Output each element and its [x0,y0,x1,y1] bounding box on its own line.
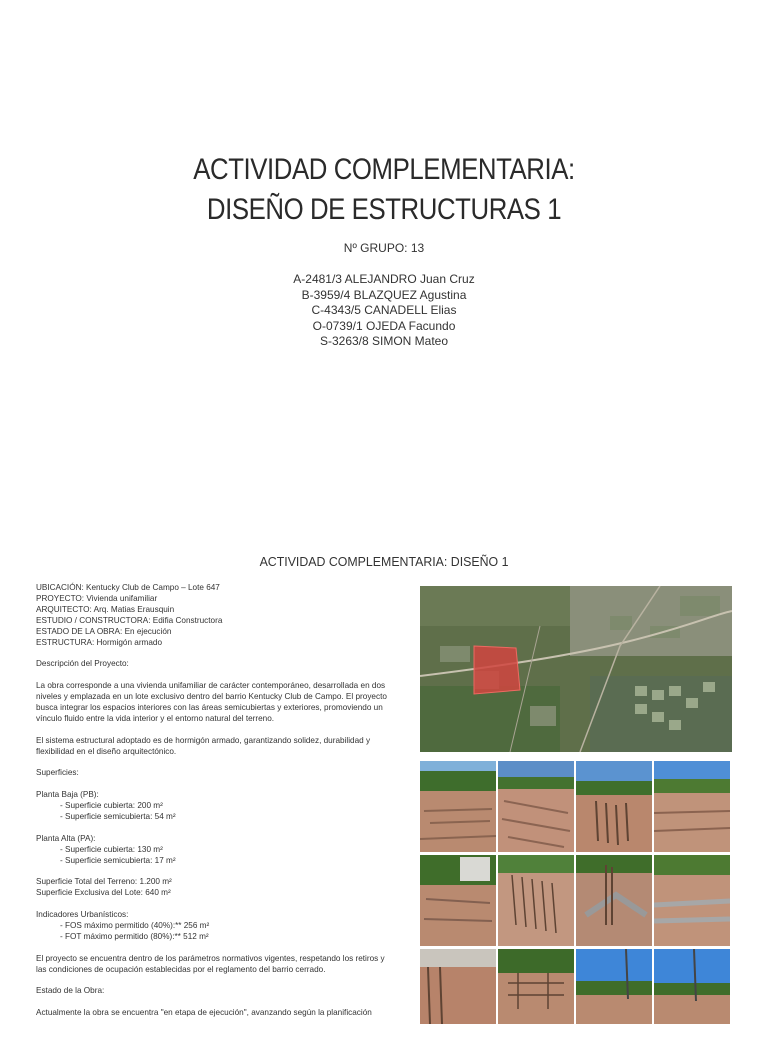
member-item: O-0739/1 OJEDA Facundo [312,318,456,333]
normativa-line: El proyecto se encuentra dentro de los parámetros normativos vigentes, respetando los retiros y [36,953,385,963]
photo-graphic [654,855,730,946]
member-item: S-3263/8 SIMON Mateo [319,334,449,348]
member-item: B-3959/4 BLAZQUEZ Agustina [301,287,467,302]
construction-photo [498,855,574,946]
construction-photo [420,855,496,946]
construction-photo [498,761,574,852]
project-description [36,583,404,1019]
estado-label: Estado de la Obra: [36,986,105,996]
desc-paragraph1-line: La obra corresponde a una vivienda unifamiliar de carácter contemporáneo, desarrollada en dos [36,681,386,691]
aerial-map-graphic [420,586,732,752]
photo-graphic [420,855,496,946]
desc-paragraph1-line: niveles y emplazada en un lote exclusivo dentro del barrio Kentucky Club de Campo. El proyecto [36,692,387,702]
proyecto-text: PROYECTO: Vivienda unifamiliar [36,593,158,603]
pa-semicubierta: - Superficie semicubierta: 17 m² [60,855,176,865]
desc-paragraph2-line: flexibilidad en el diseño arquitectónico. [36,746,177,756]
descripcion-label: Descripción del Proyecto: [36,659,129,669]
superficies-label: Superficies: [36,768,79,778]
construction-photo [576,949,652,1040]
construction-photo [654,855,730,946]
photo-graphic [576,949,652,1024]
fos-text: - FOS máximo permitido (40%):** 256 m² [60,920,210,930]
pb-label: Planta Baja (PB): [36,790,99,800]
group-number: Nº GRUPO: 13 [343,241,425,255]
pb-semicubierta: - Superficie semicubierta: 54 m² [60,811,176,821]
photo-graphic [498,761,574,852]
construction-photo [420,949,496,1040]
aerial-map-image [420,586,732,752]
estado-text: ESTADO DE LA OBRA: En ejecución [36,626,172,636]
construction-photo [654,949,730,1040]
construction-photo [654,761,730,852]
photo-graphic [498,855,574,946]
construction-photo-grid [420,761,732,1024]
cover-title-line1: ACTIVIDAD COMPLEMENTARIA: [193,153,575,186]
cover-title [54,150,714,230]
desc-paragraph1-line: busca integrar los espacios interiores con las áreas semicubiertas y exteriores, promoviendo un [36,702,383,712]
estructura-text: ESTRUCTURA: Hormigón armado [36,637,163,647]
photo-graphic [654,761,730,852]
section-title: ACTIVIDAD COMPLEMENTARIA: DISEÑO 1 [259,554,509,569]
photo-graphic [420,761,496,852]
photo-graphic [576,761,652,852]
construction-photo [420,761,496,852]
total-terreno: Superficie Total del Terreno: 1.200 m² [36,877,172,887]
member-item: A-2481/3 ALEJANDRO Juan Cruz [293,272,475,286]
photo-graphic [498,949,574,1024]
exclusiva-lote: Superficie Exclusiva del Lote: 640 m² [36,888,171,898]
desc-paragraph2-line: El sistema estructural adoptado es de hormigón armado, garantizando solidez, durabilidad y [36,735,371,745]
member-list [0,272,768,350]
cover-title-line2: DISEÑO DE ESTRUCTURAS 1 [206,193,562,226]
construction-photo [576,761,652,852]
construction-photo [498,949,574,1040]
pa-label: Planta Alta (PA): [36,833,96,843]
estudio-text: ESTUDIO / CONSTRUCTORA: Edifia Constructora [36,615,223,625]
member-item: C-4343/5 CANADELL Elias [311,303,457,317]
construction-photo [576,855,652,946]
fot-text: - FOT máximo permitido (80%):** 512 m² [60,931,209,941]
normativa-line: las condiciones de ocupación establecidas por el reglamento del barrio cerrado. [36,964,326,974]
photo-graphic [576,855,652,946]
ubicacion-text: UBICACIÓN: Kentucky Club de Campo – Lote 647 [36,583,220,592]
arquitecto-text: ARQUITECTO: Arq. Matias Erausquin [36,604,175,614]
pb-cubierta: - Superficie cubierta: 200 m² [60,801,163,811]
pa-cubierta: - Superficie cubierta: 130 m² [60,844,163,854]
indicadores-label: Indicadores Urbanísticos: [36,910,129,920]
estado-paragraph: Actualmente la obra se encuentra "en etapa de ejecución", avanzando según la planificación [36,1008,372,1018]
desc-paragraph1-line: vínculo fluido entre la vida interior y el entorno natural del terreno. [36,713,275,723]
photo-graphic [654,949,730,1024]
photo-graphic [420,949,496,1024]
